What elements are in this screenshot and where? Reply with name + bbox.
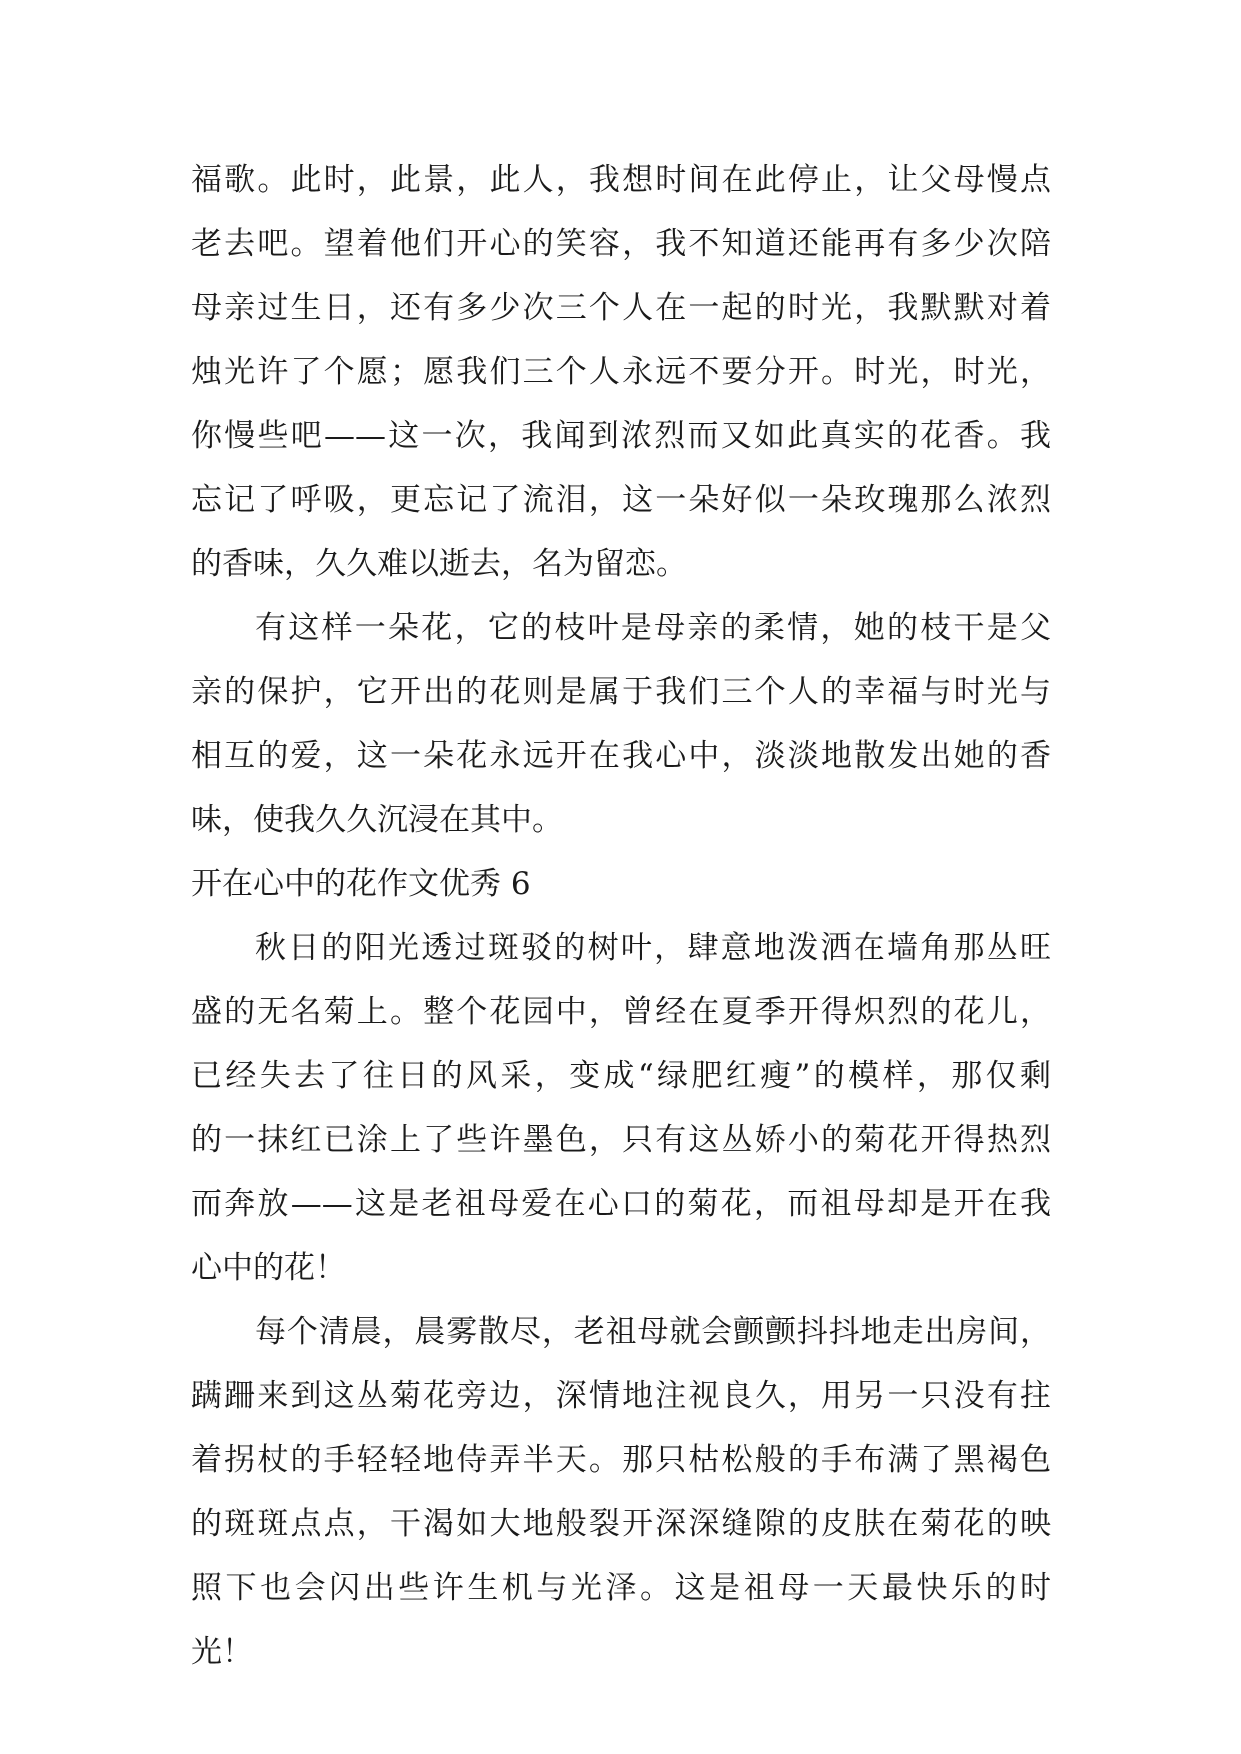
section-heading: 开在心中的花作文优秀 6 [191,866,531,902]
text-line: 着拐杖的手轻轻地侍弄半天。那只枯松般的手布满了黑褐色 [191,1442,1051,1478]
text-line: 光！ [191,1634,253,1670]
text-line: 烛光许了个愿；愿我们三个人永远不要分开。时光，时光， [191,354,1051,390]
text-line: 心中的花！ [191,1250,346,1286]
text-line: 福歌。此时，此景，此人，我想时间在此停止，让父母慢点 [191,162,1051,198]
text-line: 的斑斑点点，干渴如大地般裂开深深缝隙的皮肤在菊花的映 [191,1506,1051,1542]
text-line: 忘记了呼吸，更忘记了流泪，这一朵好似一朵玫瑰那么浓烈 [191,482,1051,518]
text-line: 已经失去了往日的风采，变成“绿肥红瘦”的模样，那仅剩 [191,1058,1051,1094]
text-line: 而奔放——这是老祖母爱在心口的菊花，而祖母却是开在我 [191,1186,1051,1222]
text-line: 的香味，久久难以逝去，名为留恋。 [191,546,687,582]
text-line: 照下也会闪出些许生机与光泽。这是祖母一天最快乐的时 [191,1570,1051,1606]
text-line: 母亲过生日，还有多少次三个人在一起的时光，我默默对着 [191,290,1051,326]
text-line: 亲的保护，它开出的花则是属于我们三个人的幸福与时光与 [191,674,1051,710]
text-line: 的一抹红已涂上了些许墨色，只有这丛娇小的菊花开得热烈 [191,1122,1051,1158]
text-line: 有这样一朵花，它的枝叶是母亲的柔情，她的枝干是父 [255,610,1051,646]
text-line: 味，使我久久沉浸在其中。 [191,802,563,838]
text-line: 每个清晨，晨雾散尽，老祖母就会颤颤抖抖地走出房间， [255,1314,1051,1350]
text-line: 老去吧。望着他们开心的笑容，我不知道还能再有多少次陪 [191,226,1051,262]
text-line: 盛的无名菊上。整个花园中，曾经在夏季开得炽烈的花儿， [191,994,1051,1030]
text-line: 相互的爱，这一朵花永远开在我心中，淡淡地散发出她的香 [191,738,1051,774]
text-line: 你慢些吧——这一次，我闻到浓烈而又如此真实的花香。我 [191,418,1051,454]
text-line: 秋日的阳光透过斑驳的树叶，肆意地泼洒在墙角那丛旺 [255,930,1051,966]
text-line: 蹒跚来到这丛菊花旁边，深情地注视良久，用另一只没有拄 [191,1378,1051,1414]
